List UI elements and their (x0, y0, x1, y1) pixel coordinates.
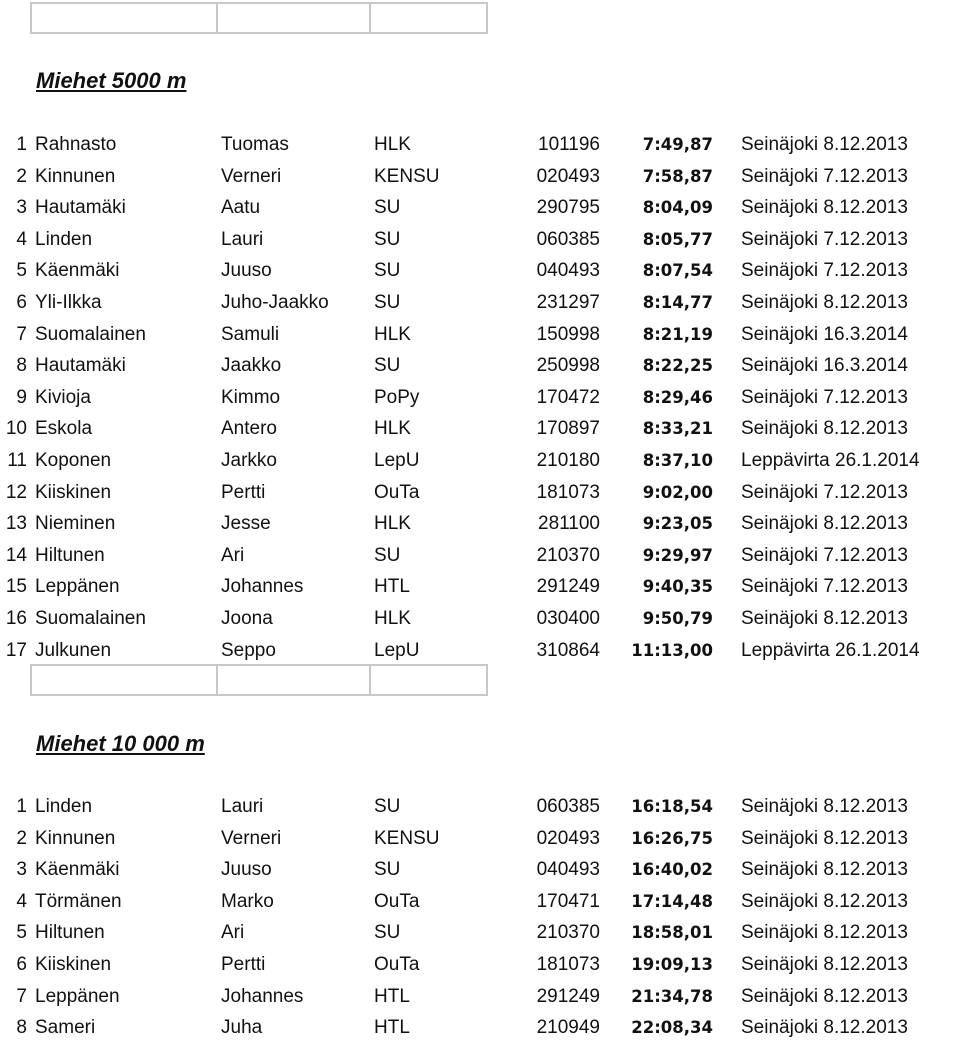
last-name-cell: Yli-Ilkka (35, 291, 102, 313)
club-cell: KENSU (374, 165, 440, 187)
empty-cell (218, 666, 371, 694)
rank-cell: 10 (5, 418, 27, 440)
first-name-cell: Jaakko (221, 355, 282, 377)
table-row (0, 255, 960, 287)
first-name-cell: Verneri (221, 165, 282, 187)
table-row (0, 571, 960, 603)
rank-cell: 2 (16, 165, 27, 187)
venue-date-cell: Seinäjoki 7.12.2013 (741, 576, 908, 598)
birth-date-cell: 250998 (536, 355, 600, 377)
rank-cell: 1 (16, 134, 27, 155)
table-row (0, 413, 960, 445)
results-table-10000m (0, 791, 960, 1044)
first-name-cell: Ari (221, 544, 245, 566)
club-cell: SU (374, 796, 401, 817)
result-time-cell: 18:58,01 (631, 923, 713, 943)
rank-cell: 2 (16, 827, 27, 849)
table-row (0, 192, 960, 224)
results-table-5000m (0, 129, 960, 666)
birth-date-cell: 170897 (536, 418, 600, 440)
rank-cell: 11 (7, 449, 27, 471)
club-cell: SU (374, 197, 401, 219)
last-name-cell: Leppänen (35, 985, 120, 1007)
last-name-cell: Hiltunen (35, 544, 105, 566)
result-time-cell: 17:14,48 (631, 891, 713, 911)
club-cell: SU (374, 922, 401, 944)
empty-cell (32, 4, 218, 32)
birth-date-cell: 210949 (536, 1017, 600, 1039)
venue-date-cell: Seinäjoki 8.12.2013 (741, 418, 908, 440)
first-name-cell: Johannes (221, 985, 304, 1007)
club-cell: HTL (374, 985, 410, 1007)
last-name-cell: Suomalainen (35, 607, 146, 629)
last-name-cell: Linden (35, 228, 93, 250)
birth-date-cell: 030400 (536, 607, 600, 629)
last-name-cell: Sameri (35, 1017, 96, 1039)
first-name-cell: Jarkko (221, 449, 277, 471)
empty-grid-top (30, 2, 488, 34)
venue-date-cell: Seinäjoki 8.12.2013 (741, 513, 908, 535)
birth-date-cell: 181073 (536, 953, 600, 975)
result-time-cell: 9:50,79 (642, 608, 713, 628)
venue-date-cell: Seinäjoki 7.12.2013 (741, 228, 908, 250)
last-name-cell: Rahnasto (35, 134, 117, 155)
club-cell: HLK (374, 513, 411, 535)
club-cell: HTL (374, 1017, 410, 1039)
last-name-cell: Törmänen (35, 890, 122, 912)
rank-cell: 7 (16, 323, 27, 345)
first-name-cell: Antero (221, 418, 277, 440)
club-cell: LepU (374, 639, 420, 661)
birth-date-cell: 210370 (536, 544, 600, 566)
table-row (0, 635, 960, 667)
last-name-cell: Käenmäki (35, 859, 120, 881)
table-row (0, 319, 960, 351)
last-name-cell: Hautamäki (35, 197, 126, 219)
last-name-cell: Kinnunen (35, 165, 116, 187)
result-time-cell: 9:23,05 (642, 514, 713, 534)
table-row (0, 129, 960, 161)
birth-date-cell: 020493 (536, 165, 600, 187)
first-name-cell: Verneri (221, 827, 282, 849)
rank-cell: 8 (16, 1017, 27, 1039)
first-name-cell: Seppo (221, 639, 276, 661)
birth-date-cell: 040493 (536, 260, 600, 282)
result-time-cell: 16:26,75 (631, 828, 713, 848)
club-cell: SU (374, 260, 401, 282)
birth-date-cell: 231297 (536, 291, 600, 313)
first-name-cell: Samuli (221, 323, 280, 345)
birth-date-cell: 101196 (538, 134, 600, 155)
first-name-cell: Joona (221, 607, 273, 629)
empty-cell (32, 666, 218, 694)
venue-date-cell: Seinäjoki 8.12.2013 (741, 197, 908, 219)
table-row (0, 382, 960, 414)
result-time-cell: 7:49,87 (642, 135, 713, 154)
venue-date-cell: Seinäjoki 7.12.2013 (741, 544, 908, 566)
venue-date-cell: Seinäjoki 16.3.2014 (741, 355, 908, 377)
last-name-cell: Julkunen (35, 639, 112, 661)
table-row (0, 161, 960, 193)
table-row (0, 287, 960, 319)
venue-date-cell: Leppävirta 26.1.2014 (741, 449, 920, 471)
table-row (0, 445, 960, 477)
result-time-cell: 9:29,97 (642, 545, 713, 565)
last-name-cell: Kiiskinen (35, 481, 112, 503)
club-cell: OuTa (374, 890, 420, 912)
rank-cell: 14 (5, 544, 27, 566)
rank-cell: 5 (16, 260, 27, 282)
club-cell: SU (374, 291, 401, 313)
venue-date-cell: Seinäjoki 8.12.2013 (741, 1017, 908, 1039)
first-name-cell: Pertti (221, 953, 266, 975)
club-cell: SU (374, 859, 401, 881)
result-time-cell: 8:05,77 (642, 229, 713, 249)
birth-date-cell: 310864 (536, 639, 600, 661)
birth-date-cell: 290795 (536, 197, 600, 219)
table-row (0, 603, 960, 635)
last-name-cell: Hautamäki (35, 355, 126, 377)
rank-cell: 12 (5, 481, 27, 503)
first-name-cell: Lauri (221, 228, 264, 250)
table-row (0, 350, 960, 382)
last-name-cell: Leppänen (35, 576, 120, 598)
club-cell: HLK (374, 607, 411, 629)
club-cell: HTL (374, 576, 410, 598)
result-time-cell: 9:02,00 (642, 482, 713, 502)
rank-cell: 4 (16, 228, 27, 250)
last-name-cell: Käenmäki (35, 260, 120, 282)
rank-cell: 17 (5, 639, 27, 661)
club-cell: LepU (374, 449, 420, 471)
table-row (0, 477, 960, 509)
venue-date-cell: Seinäjoki 8.12.2013 (741, 134, 908, 155)
club-cell: SU (374, 544, 401, 566)
birth-date-cell: 210370 (536, 922, 600, 944)
section-title-10000m: Miehet 10 000 m (36, 731, 205, 756)
first-name-cell: Johannes (221, 576, 304, 598)
first-name-cell: Juuso (221, 859, 272, 881)
result-time-cell: 19:09,13 (631, 954, 713, 974)
section-title-5000m: Miehet 5000 m (36, 68, 187, 93)
venue-date-cell: Seinäjoki 8.12.2013 (741, 859, 908, 881)
result-time-cell: 8:14,77 (642, 292, 713, 312)
result-time-cell: 8:33,21 (642, 419, 713, 439)
birth-date-cell: 281100 (538, 513, 600, 535)
club-cell: HLK (374, 323, 411, 345)
table-row (0, 917, 960, 949)
rank-cell: 8 (16, 355, 27, 377)
last-name-cell: Nieminen (35, 513, 116, 535)
rank-cell: 7 (16, 985, 27, 1007)
empty-cell (218, 4, 371, 32)
rank-cell: 1 (16, 796, 27, 817)
birth-date-cell: 060385 (536, 796, 600, 817)
birth-date-cell: 291249 (536, 985, 600, 1007)
club-cell: KENSU (374, 827, 440, 849)
birth-date-cell: 020493 (536, 827, 600, 849)
rank-cell: 6 (16, 291, 27, 313)
first-name-cell: Juha (221, 1017, 263, 1039)
birth-date-cell: 210180 (536, 449, 600, 471)
birth-date-cell: 170471 (536, 890, 600, 912)
table-row (0, 540, 960, 572)
venue-date-cell: Seinäjoki 7.12.2013 (741, 386, 908, 408)
result-time-cell: 16:18,54 (631, 797, 713, 816)
rank-cell: 3 (16, 197, 27, 219)
table-row (0, 886, 960, 918)
first-name-cell: Tuomas (221, 134, 289, 155)
table-row (0, 854, 960, 886)
club-cell: SU (374, 228, 401, 250)
birth-date-cell: 060385 (536, 228, 600, 250)
venue-date-cell: Seinäjoki 8.12.2013 (741, 607, 908, 629)
result-time-cell: 7:58,87 (642, 166, 713, 186)
last-name-cell: Kivioja (35, 386, 91, 408)
club-cell: HLK (374, 418, 411, 440)
last-name-cell: Hiltunen (35, 922, 105, 944)
first-name-cell: Pertti (221, 481, 266, 503)
table-row (0, 224, 960, 256)
empty-cell (371, 4, 486, 32)
rank-cell: 9 (16, 386, 27, 408)
empty-grid-middle (30, 664, 488, 696)
result-time-cell: 21:34,78 (631, 986, 713, 1006)
result-time-cell: 16:40,02 (631, 860, 713, 880)
rank-cell: 15 (5, 576, 27, 598)
birth-date-cell: 170472 (536, 386, 600, 408)
rank-cell: 13 (5, 513, 27, 535)
result-time-cell: 8:21,19 (642, 324, 713, 344)
venue-date-cell: Seinäjoki 16.3.2014 (741, 323, 908, 345)
table-row (0, 508, 960, 540)
rank-cell: 16 (5, 607, 27, 629)
venue-date-cell: Seinäjoki 7.12.2013 (741, 165, 908, 187)
birth-date-cell: 150998 (536, 323, 600, 345)
first-name-cell: Kimmo (221, 386, 281, 408)
first-name-cell: Aatu (221, 197, 261, 219)
first-name-cell: Jesse (221, 513, 271, 535)
birth-date-cell: 291249 (536, 576, 600, 598)
last-name-cell: Suomalainen (35, 323, 146, 345)
last-name-cell: Eskola (35, 418, 93, 440)
club-cell: HLK (374, 134, 411, 155)
rank-cell: 3 (16, 859, 27, 881)
first-name-cell: Juuso (221, 260, 272, 282)
rank-cell: 4 (16, 890, 27, 912)
empty-cell (371, 666, 486, 694)
rank-cell: 5 (16, 922, 27, 944)
result-time-cell: 11:13,00 (631, 640, 713, 660)
club-cell: OuTa (374, 481, 420, 503)
venue-date-cell: Leppävirta 26.1.2014 (741, 639, 920, 661)
table-row (0, 823, 960, 855)
result-time-cell: 22:08,34 (631, 1018, 713, 1038)
first-name-cell: Marko (221, 890, 274, 912)
club-cell: OuTa (374, 953, 420, 975)
birth-date-cell: 181073 (536, 481, 600, 503)
result-time-cell: 8:04,09 (642, 198, 713, 218)
first-name-cell: Lauri (221, 796, 264, 817)
venue-date-cell: Seinäjoki 7.12.2013 (741, 481, 908, 503)
table-row (0, 791, 960, 823)
result-time-cell: 8:29,46 (642, 387, 713, 407)
table-row (0, 981, 960, 1013)
result-time-cell: 9:40,35 (642, 577, 713, 597)
first-name-cell: Juho-Jaakko (221, 291, 329, 313)
table-row (0, 1012, 960, 1044)
birth-date-cell: 040493 (536, 859, 600, 881)
venue-date-cell: Seinäjoki 8.12.2013 (741, 953, 908, 975)
club-cell: PoPy (374, 386, 420, 408)
venue-date-cell: Seinäjoki 8.12.2013 (741, 985, 908, 1007)
result-time-cell: 8:22,25 (642, 356, 713, 376)
venue-date-cell: Seinäjoki 8.12.2013 (741, 922, 908, 944)
venue-date-cell: Seinäjoki 8.12.2013 (741, 827, 908, 849)
first-name-cell: Ari (221, 922, 245, 944)
venue-date-cell: Seinäjoki 7.12.2013 (741, 260, 908, 282)
venue-date-cell: Seinäjoki 8.12.2013 (741, 890, 908, 912)
last-name-cell: Linden (35, 796, 93, 817)
result-time-cell: 8:07,54 (642, 261, 713, 281)
last-name-cell: Kinnunen (35, 827, 116, 849)
table-row (0, 949, 960, 981)
last-name-cell: Kiiskinen (35, 953, 112, 975)
result-time-cell: 8:37,10 (642, 450, 713, 470)
venue-date-cell: Seinäjoki 8.12.2013 (741, 796, 908, 817)
last-name-cell: Koponen (35, 449, 112, 471)
club-cell: SU (374, 355, 401, 377)
venue-date-cell: Seinäjoki 8.12.2013 (741, 291, 908, 313)
rank-cell: 6 (16, 953, 27, 975)
